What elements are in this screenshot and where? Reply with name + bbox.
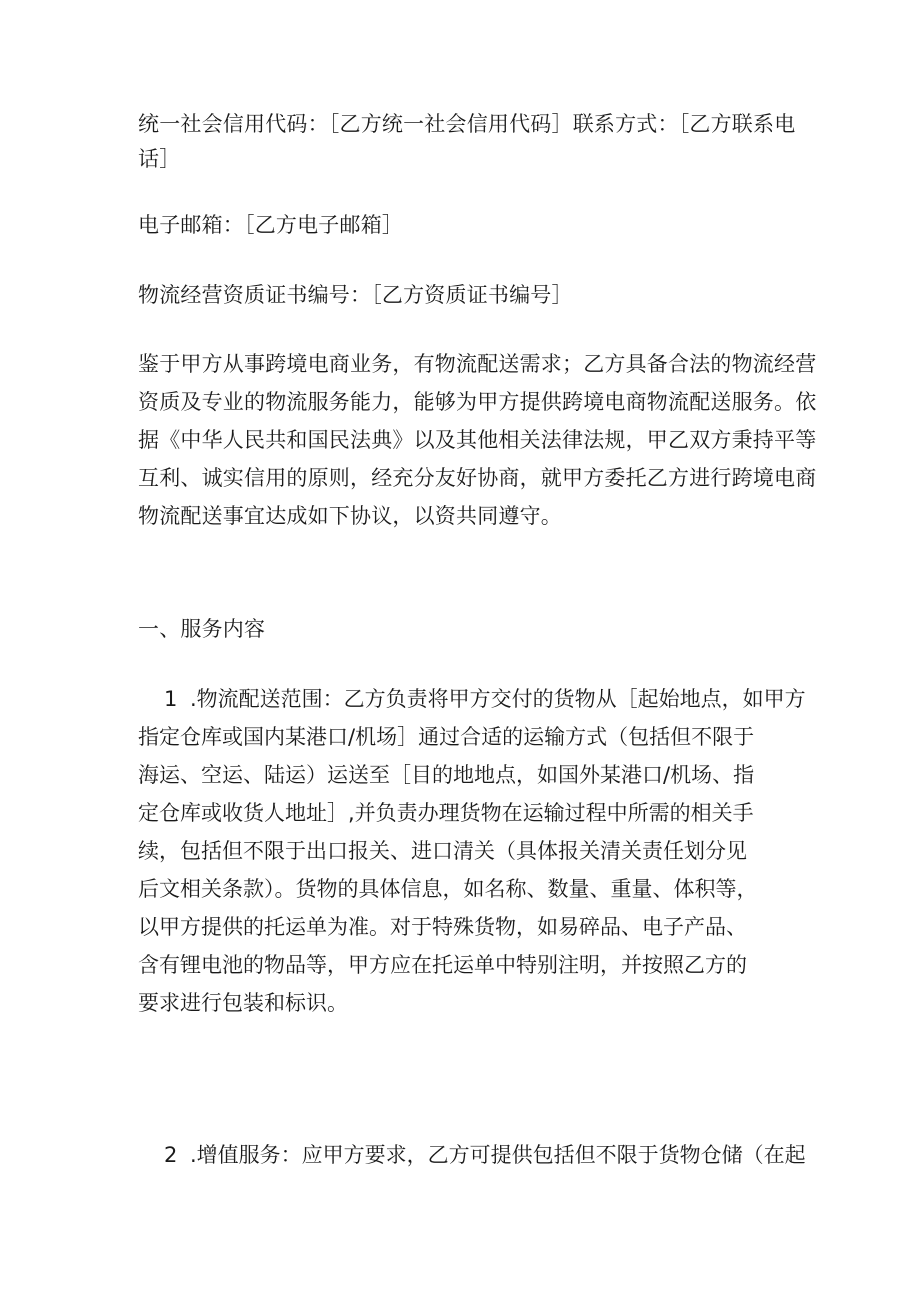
party-b-license-number xyxy=(138,278,788,313)
text-line: 互利、诚实信用的原则，经充分友好协商，就甲方委托乙方进行跨境电商 xyxy=(138,466,817,490)
list-item-number: 1 xyxy=(164,687,178,711)
text-line: 电子邮箱：［乙方电子邮箱］ xyxy=(138,213,404,237)
text-line: 要求进行包装和标识。 xyxy=(138,991,348,1015)
text-line: 海运、空运、陆运）运送至［目的地地点，如国外某港口/机场、指 xyxy=(138,763,755,787)
text-line: .物流配送范围：乙方负责将甲方交付的货物从［起始地点，如甲方 xyxy=(190,687,806,711)
section-heading xyxy=(138,612,788,647)
text-line: 物流配送事宜达成如下协议，以资共同遵守。 xyxy=(138,504,562,528)
text-line: 续，包括但不限于出口报关、进口清关（具体报关清关责任划分见 xyxy=(138,839,747,863)
text-line: 统一社会信用代码：［乙方统一社会信用代码］联系方式：［乙方联系电 xyxy=(138,112,796,136)
text-line: 后文相关条款）。货物的具体信息，如名称、数量、重量、体积等， xyxy=(138,877,758,901)
text-line: .增值服务：应甲方要求，乙方可提供包括但不限于货物仓储（在起 xyxy=(190,1143,806,1167)
text-line: 指定仓库或国内某港口/机场］通过合适的运输方式（包括但不限于 xyxy=(138,725,755,749)
preamble-paragraph xyxy=(138,345,817,535)
list-item xyxy=(138,680,806,1022)
text-line: 物流经营资质证书编号：［乙方资质证书编号］ xyxy=(138,283,573,307)
party-b-credit-code-contact xyxy=(138,107,796,177)
list-item xyxy=(190,1136,806,1174)
party-b-email xyxy=(138,208,788,243)
text-line: 话］ xyxy=(138,147,181,171)
text-line: 资质及专业的物流服务能力，能够为甲方提供跨境电商物流配送服务。依 xyxy=(138,390,817,414)
text-line: 一、服务内容 xyxy=(138,617,266,641)
text-line: 以甲方提供的托运单为准。对于特殊货物，如易碎品、电子产品、 xyxy=(138,915,747,939)
text-line: 定仓库或收货人地址］,并负责办理货物在运输过程中所需的相关手 xyxy=(138,801,754,825)
list-item-number: 2 xyxy=(164,1143,178,1167)
text-line: 含有锂电池的物品等，甲方应在托运单中特别注明，并按照乙方的 xyxy=(138,953,747,977)
text-line: 据《中华人民共和国民法典》以及其他相关法律法规，甲乙双方秉持平等 xyxy=(138,428,817,452)
text-line: 鉴于甲方从事跨境电商业务，有物流配送需求；乙方具备合法的物流经营 xyxy=(138,352,817,376)
